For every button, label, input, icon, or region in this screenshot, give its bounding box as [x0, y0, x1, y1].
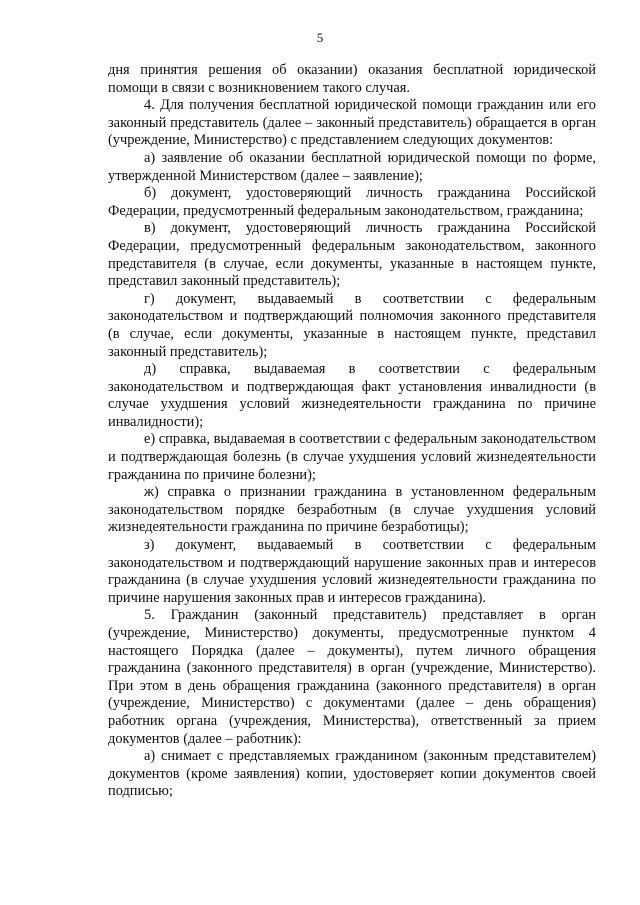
paragraph-subitem-b: б) документ, удостоверяющий личность гражданина Российской Федерации, предусмотренный федеральным законодательством, гражданина; — [108, 185, 596, 219]
paragraph-continuation: дня принятия решения об оказании) оказания бесплатной юридической помощи в связи с возникновением такого случая. — [108, 62, 596, 96]
paragraph-subitem-z: з) документ, выдаваемый в соответствии с федеральным законодательством и подтверждающий нарушение законных прав и интересов гражданина (в случае ухудшения условий жизнедеятельности гражданина по причине нарушения законных прав и интересов гражданина). — [108, 537, 596, 606]
paragraph-item-5: 5. Гражданин (законный представитель) представляет в орган (учреждение, Министерство) документы, предусмотренные пунктом 4 настоящего Порядка (далее – документы), путем личного обращения гражданина (законного представителя) в орган (учреждение, Министерство). При этом в день обращения гражданина (законного представителя) в орган (учреждение, Министерство) с документами (далее – день обращения) работник органа (учреждения, Министерства), ответственный за прием документов (далее – работник): — [108, 607, 596, 747]
paragraph-subitem-v: в) документ, удостоверяющий личность гражданина Российской Федерации, предусмотренный федеральным законодательством, законного представителя (в случае, если документы, указанные в настоящем пункте, представил законный представитель); — [108, 220, 596, 290]
paragraph-subitem-e: е) справка, выдаваемая в соответствии с федеральным законодательством и подтверждающая болезнь (в случае ухудшения условий жизнедеятельности гражданина по причине болезни); — [108, 431, 596, 483]
paragraph-subitem-g: г) документ, выдаваемый в соответствии с федеральным законодательством и подтверждающий полномочия законного представителя (в случае, если документы, указанные в настоящем пункте, представил законный представитель); — [108, 290, 596, 360]
paragraph-item-5-subitem-a: а) снимает с представляемых гражданином (законным представителем) документов (кроме заявления) копии, удостоверяет копии документов своей подписью; — [108, 748, 596, 800]
page-number: 5 — [316, 30, 324, 45]
document-body — [108, 62, 596, 801]
paragraph-item-4: 4. Для получения бесплатной юридической помощи гражданин или его законный представитель (далее – законный представитель) обращается в орган (учреждение, Министерство) с представлением следующих документов: — [108, 97, 596, 149]
paragraph-subitem-d: д) справка, выдаваемая в соответствии с федеральным законодательством и подтверждающая факт установления инвалидности (в случае ухудшения условий жизнедеятельности гражданина по причине инвалидности); — [108, 361, 596, 430]
paragraph-subitem-zh: ж) справка о признании гражданина в установленном федеральным законодательством порядке безработным (в случае ухудшения условий жизнедеятельности гражданина по причине безработицы); — [108, 484, 596, 536]
paragraph-subitem-a: а) заявление об оказании бесплатной юридической помощи по форме, утвержденной Министерством (далее – заявление); — [108, 149, 596, 184]
